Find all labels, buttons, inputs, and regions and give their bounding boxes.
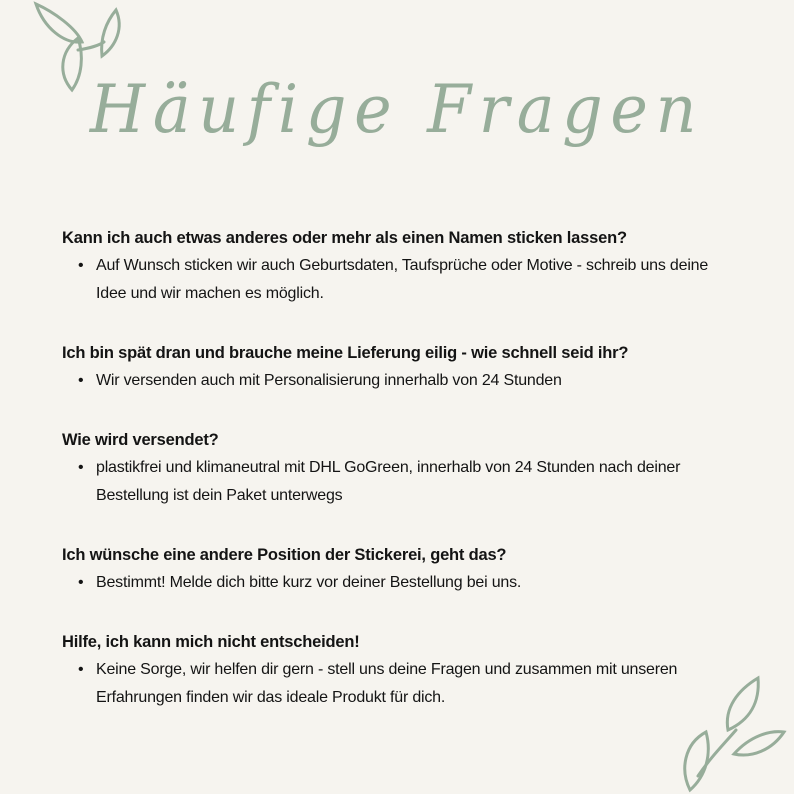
- faq-item: [62, 628, 762, 712]
- page-title: Häufige Fragen: [89, 71, 705, 148]
- leaf-sprig-bottom-icon: [670, 672, 788, 794]
- faq-item: [62, 426, 762, 510]
- faq-question: Wie wird versendet?: [62, 431, 219, 449]
- faq-question: Ich bin spät dran und brauche meine Lieferung eilig - wie schnell seid ihr?: [62, 344, 629, 362]
- faq-answer: [62, 367, 762, 395]
- bullet-icon: •: [78, 372, 84, 389]
- faq-answer: [62, 454, 762, 510]
- faq-answer-text: Auf Wunsch sticken wir auch Geburtsdaten, Taufsprüche oder Motive - schreib uns deine Idee und wir machen es möglich.: [96, 257, 709, 302]
- faq-answer-text: Bestimmt! Melde dich bitte kurz vor deiner Bestellung bei uns.: [96, 574, 522, 591]
- faq-answer: [62, 656, 762, 712]
- faq-item: [62, 541, 762, 597]
- faq-question: Kann ich auch etwas anderes oder mehr als einen Namen sticken lassen?: [62, 229, 627, 247]
- faq-answer: [62, 569, 762, 597]
- bullet-icon: •: [78, 661, 84, 678]
- faq-answer-text: Keine Sorge, wir helfen dir gern - stell uns deine Fragen und zusammen mit unseren Erfahrungen finden wir das ideale Produkt für dich.: [96, 661, 678, 706]
- faq-answer-text: plastikfrei und klimaneutral mit DHL GoGreen, innerhalb von 24 Stunden nach deiner Bestellung ist dein Paket unterwegs: [96, 459, 681, 504]
- bullet-icon: •: [78, 459, 84, 476]
- faq-answer: [62, 252, 762, 308]
- faq-question: Ich wünsche eine andere Position der Stickerei, geht das?: [62, 546, 507, 564]
- faq-question: Hilfe, ich kann mich nicht entscheiden!: [62, 633, 360, 651]
- faq-answer-text: Wir versenden auch mit Personalisierung innerhalb von 24 Stunden: [96, 372, 562, 389]
- bullet-icon: •: [78, 257, 84, 274]
- faq-item: [62, 339, 762, 395]
- faq-list: [62, 224, 762, 743]
- faq-item: [62, 224, 762, 308]
- bullet-icon: •: [78, 574, 84, 591]
